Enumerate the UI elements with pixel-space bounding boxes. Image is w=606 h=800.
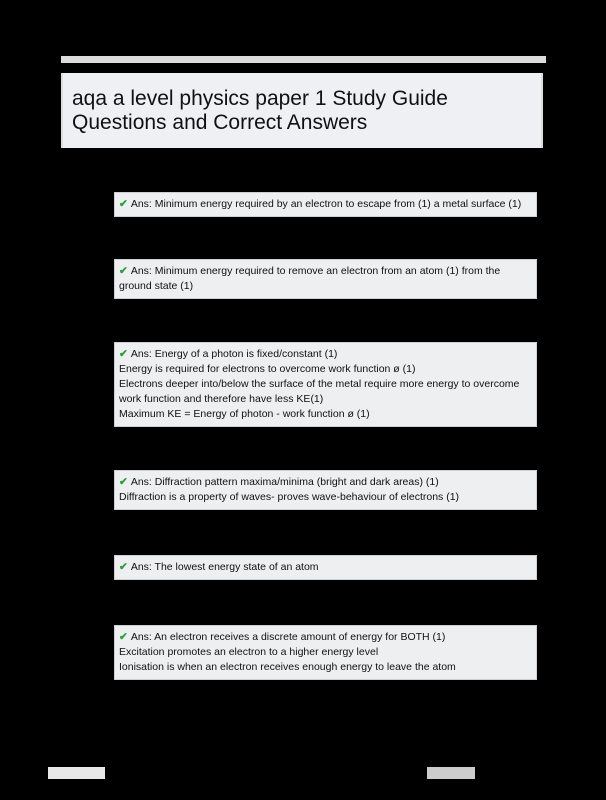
answer-line: Diffraction is a property of waves- proves wave-behaviour of electrons (1) xyxy=(119,491,460,503)
answer-line: Maximum KE = Energy of photon - work function ø (1) xyxy=(119,408,370,420)
footer-redacted-right xyxy=(427,767,475,779)
title-line-1: aqa a level physics paper 1 Study Guide xyxy=(72,87,448,110)
answer-line: Ans: The lowest energy state of an atom xyxy=(130,561,319,573)
answer-line: Ans: Minimum energy required to remove an electron from an atom (1) from the ground state (1) xyxy=(119,265,501,292)
answer-line: Energy is required for electrons to overcome work function ø (1) xyxy=(119,363,416,375)
answer-box xyxy=(114,259,537,299)
check-icon: ✔ xyxy=(119,348,128,360)
answer-line: Ionisation is when an electron receives enough energy to leave the atom xyxy=(119,661,456,673)
check-icon: ✔ xyxy=(119,561,128,573)
answer-box xyxy=(114,192,537,217)
answer-box xyxy=(114,555,537,580)
answer-box xyxy=(114,342,537,427)
answer-box xyxy=(114,470,537,510)
check-icon: ✔ xyxy=(119,198,128,210)
header-strip xyxy=(61,56,546,63)
title-box xyxy=(61,73,543,148)
answer-line: Ans: Diffraction pattern maxima/minima (bright and dark areas) (1) xyxy=(130,476,439,488)
check-icon: ✔ xyxy=(119,631,128,643)
answer-box xyxy=(114,625,537,680)
answer-line: Ans: An electron receives a discrete amount of energy for BOTH (1) xyxy=(130,631,446,643)
check-icon: ✔ xyxy=(119,265,128,277)
answer-line: Ans: Minimum energy required by an electron to escape from (1) a metal surface (1) xyxy=(130,198,522,210)
answer-line: Excitation promotes an electron to a higher energy level xyxy=(119,646,379,658)
title-line-2: Questions and Correct Answers xyxy=(72,111,368,134)
footer-redacted-left xyxy=(48,767,105,779)
check-icon: ✔ xyxy=(119,476,128,488)
answer-line: Electrons deeper into/below the surface of the metal require more energy to overcome work function and therefore have less KE(1) xyxy=(119,378,520,405)
answer-line: Ans: Energy of a photon is fixed/constant (1) xyxy=(130,348,338,360)
